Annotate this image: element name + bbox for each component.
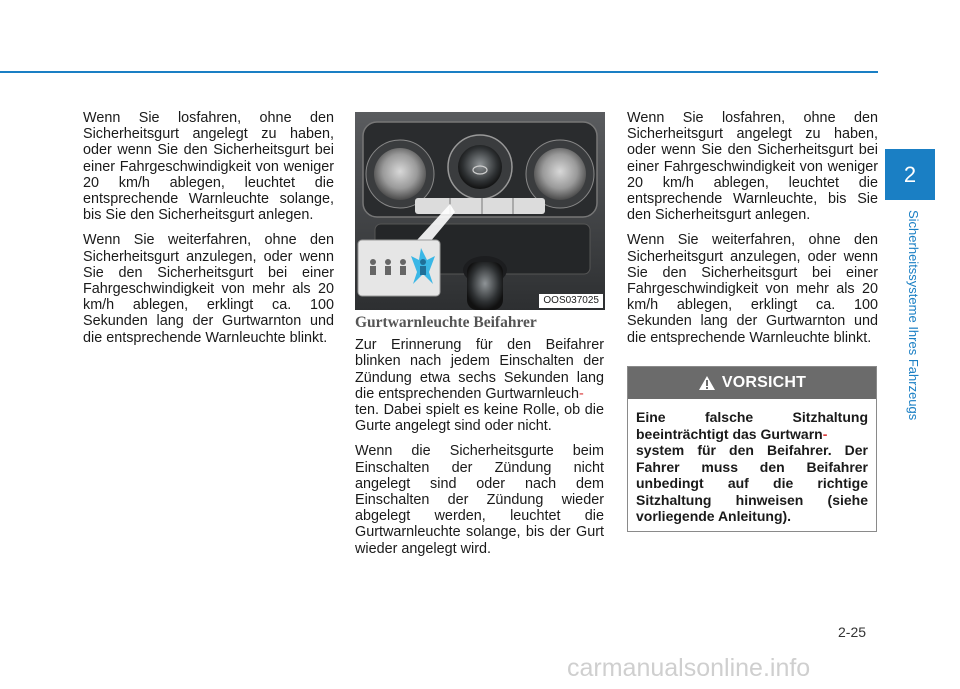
- caution-hyphen-mark: -: [822, 425, 828, 442]
- middle-paragraph-2: Wenn die Sicherheitsgurte beim Einschalten der Zündung nicht angelegt sind oder nach dem Einschalten der Zündung wieder abgelegt werden, leuchtet die Gurtwarnleuchte solange, bis der Gurt wieder angelegt wird.: [355, 443, 604, 557]
- middle-paragraph-1: [355, 337, 604, 434]
- caution-body-part-a: Eine falsche Sitzhaltung beeinträchtigt das Gurtwarn: [636, 409, 868, 442]
- section-heading: Gurtwarnleuchte Beifahrer: [355, 314, 537, 331]
- header-rule: [0, 71, 878, 73]
- dashboard-figure: [355, 112, 605, 310]
- watermark: carmanualsonline.info: [567, 654, 811, 682]
- page-number: 2-25: [838, 624, 867, 640]
- figure-code: OOS037025: [539, 294, 603, 308]
- left-column: [83, 110, 334, 355]
- caution-header: [628, 367, 876, 399]
- dashboard-illustration: [355, 112, 605, 310]
- chapter-tab: [885, 149, 935, 200]
- caution-title: VORSICHT: [721, 374, 807, 391]
- caution-body: [628, 399, 876, 525]
- middle-paragraph-1-part-b: ten. Dabei spielt es keine Rolle, ob die Gurte angelegt sind oder nicht.: [355, 402, 604, 435]
- chapter-title: Sicherheitssysteme Ihres Fahrzeugs: [906, 210, 921, 421]
- middle-column: [355, 315, 604, 566]
- left-paragraph-2: Wenn Sie weiterfahren, ohne den Sicherheitsgurt anzulegen, oder wenn Sie den Sicherheitsgurt bei einer Fahrgeschwindigkeit von mehr als 20 km/h ablegen, erklingt ca. 100 Sekunden lang der Gurtwarnton und die entsprechende Warnleuchte blinkt.: [83, 232, 334, 346]
- middle-paragraph-1-part-a: Zur Erinnerung für den Beifahrer blinken nach jedem Einschalten der Zündung etwa sechs Sekunden lang die entsprechenden Gurtwarnleuch: [355, 337, 604, 402]
- left-paragraph-1: Wenn Sie losfahren, ohne den Sicherheitsgurt angelegt zu haben, oder wenn Sie den Sicherheitsgurt bei einer Fahrgeschwindigkeit von weniger 20 km/h ablegen, leuchtet die entsprechende Warnleuchte solange, bis Sie den Sicherheitsgurt anlegen.: [83, 110, 334, 224]
- chapter-number: 2: [903, 161, 917, 187]
- right-column: [627, 110, 878, 355]
- right-paragraph-2: Wenn Sie weiterfahren, ohne den Sicherheitsgurt anzulegen, oder wenn Sie den Sicherheitsgurt bei einer Fahrgeschwindigkeit von mehr als 20 km/h ablegen, erklingt ca. 100 Sekunden lang der Gurtwarnton und die entsprechende Warnleuchte blinkt.: [627, 232, 878, 346]
- warning-triangle-icon: [698, 375, 716, 391]
- caution-body-part-b: system für den Beifahrer. Der Fahrer muss den Beifahrer unbedingt auf die richtige Sitzhaltung hinweisen (siehe vorliegende Anleitung).: [636, 442, 868, 524]
- hyphen-mark: -: [579, 385, 584, 402]
- right-paragraph-1: Wenn Sie losfahren, ohne den Sicherheitsgurt angelegt zu haben, oder wenn Sie den Sicherheitsgurt bei einer Fahrgeschwindigkeit von weniger 20 km/h ablegen, leuchtet die entsprechende Warnleuchte, bis Sie den Sicherheitsgurt anlegen.: [627, 110, 878, 224]
- caution-box: [627, 366, 877, 532]
